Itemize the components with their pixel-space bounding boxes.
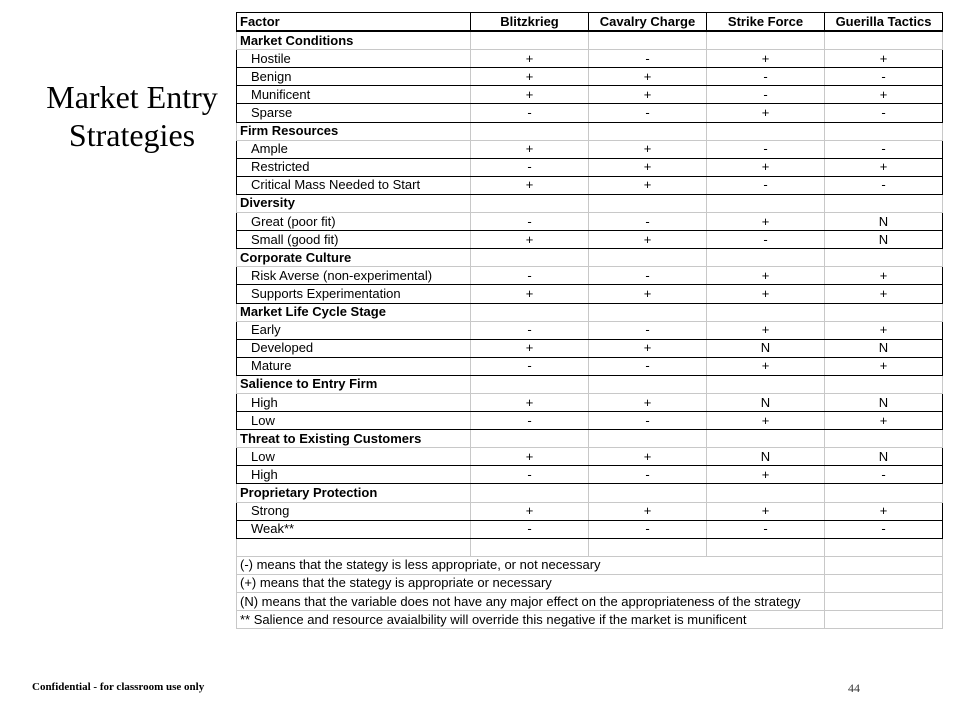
rating-cell: + bbox=[825, 86, 943, 104]
rating-cell: + bbox=[707, 321, 825, 339]
empty-cell bbox=[825, 538, 943, 556]
rating-cell: + bbox=[589, 158, 707, 176]
table-row bbox=[237, 267, 943, 285]
table-row bbox=[237, 140, 943, 158]
rating-cell: + bbox=[825, 321, 943, 339]
factor-label: Restricted bbox=[237, 158, 471, 176]
header-blitzkrieg: Blitzkrieg bbox=[471, 13, 589, 32]
rating-cell: + bbox=[707, 412, 825, 430]
section-row bbox=[237, 31, 943, 50]
rating-cell: - bbox=[589, 104, 707, 122]
rating-cell: - bbox=[471, 520, 589, 538]
factor-label: Munificent bbox=[237, 86, 471, 104]
table-row bbox=[237, 213, 943, 231]
rating-cell: + bbox=[707, 104, 825, 122]
rating-cell: N bbox=[825, 393, 943, 411]
rating-cell: + bbox=[707, 267, 825, 285]
factor-label: Critical Mass Needed to Start bbox=[237, 176, 471, 194]
rating-cell: N bbox=[707, 393, 825, 411]
rating-cell: - bbox=[471, 321, 589, 339]
header-cavalry-charge: Cavalry Charge bbox=[589, 13, 707, 32]
rating-cell: - bbox=[825, 176, 943, 194]
empty-cell bbox=[471, 31, 589, 50]
section-label: Salience to Entry Firm bbox=[237, 375, 471, 393]
rating-cell: + bbox=[707, 285, 825, 303]
empty-cell bbox=[707, 122, 825, 140]
empty-cell bbox=[471, 303, 589, 321]
rating-cell: - bbox=[707, 68, 825, 86]
rating-cell: - bbox=[825, 520, 943, 538]
empty-cell bbox=[589, 122, 707, 140]
empty-cell bbox=[825, 249, 943, 267]
empty-cell bbox=[589, 249, 707, 267]
rating-cell: + bbox=[589, 140, 707, 158]
rating-cell: + bbox=[589, 448, 707, 466]
rating-cell: - bbox=[589, 321, 707, 339]
table-row bbox=[237, 231, 943, 249]
legend-row bbox=[237, 593, 943, 611]
table-row bbox=[237, 357, 943, 375]
slide-title: Market Entry Strategies bbox=[46, 79, 218, 153]
factor-label: Early bbox=[237, 321, 471, 339]
section-label: Market Conditions bbox=[237, 31, 471, 50]
rating-cell: + bbox=[471, 285, 589, 303]
rating-cell: - bbox=[471, 213, 589, 231]
section-label: Proprietary Protection bbox=[237, 484, 471, 502]
empty-cell bbox=[707, 194, 825, 212]
empty-cell bbox=[237, 538, 471, 556]
rating-cell: + bbox=[825, 412, 943, 430]
section-row bbox=[237, 249, 943, 267]
rating-cell: + bbox=[707, 357, 825, 375]
table-row bbox=[237, 104, 943, 122]
rating-cell: + bbox=[707, 158, 825, 176]
rating-cell: - bbox=[707, 520, 825, 538]
section-label: Threat to Existing Customers bbox=[237, 430, 471, 448]
factor-label: Low bbox=[237, 412, 471, 430]
table-row bbox=[237, 412, 943, 430]
factor-label: Developed bbox=[237, 339, 471, 357]
empty-cell bbox=[707, 484, 825, 502]
empty-cell bbox=[471, 249, 589, 267]
rating-cell: + bbox=[707, 213, 825, 231]
empty-cell bbox=[825, 430, 943, 448]
section-row bbox=[237, 122, 943, 140]
legend-note: (+) means that the stategy is appropriate or necessary bbox=[237, 574, 825, 592]
rating-cell: + bbox=[589, 285, 707, 303]
rating-cell: - bbox=[471, 158, 589, 176]
spacer-row bbox=[237, 538, 943, 556]
rating-cell: + bbox=[589, 231, 707, 249]
rating-cell: - bbox=[471, 412, 589, 430]
table-row bbox=[237, 50, 943, 68]
factor-label: Strong bbox=[237, 502, 471, 520]
table-row bbox=[237, 176, 943, 194]
empty-cell bbox=[825, 611, 943, 629]
empty-cell bbox=[707, 31, 825, 50]
rating-cell: - bbox=[707, 140, 825, 158]
empty-cell bbox=[825, 593, 943, 611]
factor-label: Small (good fit) bbox=[237, 231, 471, 249]
rating-cell: + bbox=[471, 50, 589, 68]
table-row bbox=[237, 158, 943, 176]
rating-cell: + bbox=[471, 176, 589, 194]
rating-cell: - bbox=[825, 466, 943, 484]
rating-cell: - bbox=[589, 520, 707, 538]
empty-cell bbox=[589, 484, 707, 502]
table-row bbox=[237, 393, 943, 411]
legend-note: ** Salience and resource avaialbility will override this negative if the market is munificent bbox=[237, 611, 825, 629]
rating-cell: + bbox=[825, 502, 943, 520]
table-row bbox=[237, 502, 943, 520]
empty-cell bbox=[589, 430, 707, 448]
rating-cell: - bbox=[471, 267, 589, 285]
factor-label: High bbox=[237, 393, 471, 411]
factor-label: Supports Experimentation bbox=[237, 285, 471, 303]
section-label: Firm Resources bbox=[237, 122, 471, 140]
rating-cell: - bbox=[825, 104, 943, 122]
empty-cell bbox=[589, 538, 707, 556]
rating-cell: + bbox=[589, 502, 707, 520]
empty-cell bbox=[707, 249, 825, 267]
empty-cell bbox=[589, 375, 707, 393]
header-factor: Factor bbox=[237, 13, 471, 32]
empty-cell bbox=[707, 538, 825, 556]
rating-cell: N bbox=[707, 339, 825, 357]
rating-cell: + bbox=[825, 285, 943, 303]
empty-cell bbox=[589, 194, 707, 212]
factor-label: Risk Averse (non-experimental) bbox=[237, 267, 471, 285]
empty-cell bbox=[825, 122, 943, 140]
rating-cell: + bbox=[471, 339, 589, 357]
rating-cell: - bbox=[589, 466, 707, 484]
table-row bbox=[237, 466, 943, 484]
rating-cell: + bbox=[471, 448, 589, 466]
section-row bbox=[237, 430, 943, 448]
empty-cell bbox=[825, 574, 943, 592]
rating-cell: + bbox=[825, 357, 943, 375]
rating-cell: + bbox=[825, 50, 943, 68]
rating-cell: + bbox=[471, 86, 589, 104]
factor-label: Hostile bbox=[237, 50, 471, 68]
empty-cell bbox=[471, 375, 589, 393]
empty-cell bbox=[471, 122, 589, 140]
table-row bbox=[237, 86, 943, 104]
rating-cell: - bbox=[589, 213, 707, 231]
empty-cell bbox=[825, 556, 943, 574]
confidential-notice: Confidential - for classroom use only bbox=[32, 681, 205, 693]
rating-cell: - bbox=[471, 357, 589, 375]
rating-cell: + bbox=[589, 86, 707, 104]
table-row bbox=[237, 68, 943, 86]
empty-cell bbox=[707, 303, 825, 321]
rating-cell: - bbox=[825, 68, 943, 86]
rating-cell: - bbox=[589, 267, 707, 285]
rating-cell: N bbox=[707, 448, 825, 466]
header-strike-force: Strike Force bbox=[707, 13, 825, 32]
rating-cell: + bbox=[471, 231, 589, 249]
empty-cell bbox=[589, 31, 707, 50]
rating-cell: - bbox=[589, 412, 707, 430]
factor-label: Low bbox=[237, 448, 471, 466]
table-row bbox=[237, 520, 943, 538]
rating-cell: + bbox=[707, 466, 825, 484]
section-row bbox=[237, 194, 943, 212]
rating-cell: + bbox=[471, 393, 589, 411]
empty-cell bbox=[825, 303, 943, 321]
rating-cell: N bbox=[825, 231, 943, 249]
rating-cell: + bbox=[825, 267, 943, 285]
header-row bbox=[237, 13, 943, 32]
table-row bbox=[237, 285, 943, 303]
legend-row bbox=[237, 574, 943, 592]
rating-cell: N bbox=[825, 339, 943, 357]
factor-label: Benign bbox=[237, 68, 471, 86]
rating-cell: - bbox=[589, 50, 707, 68]
empty-cell bbox=[707, 375, 825, 393]
rating-cell: + bbox=[471, 140, 589, 158]
empty-cell bbox=[707, 430, 825, 448]
rating-cell: - bbox=[825, 140, 943, 158]
rating-cell: + bbox=[471, 502, 589, 520]
legend-note: (N) means that the variable does not have any major effect on the appropriateness of the strategy bbox=[237, 593, 825, 611]
rating-cell: - bbox=[707, 86, 825, 104]
table-row bbox=[237, 339, 943, 357]
rating-cell: + bbox=[589, 68, 707, 86]
empty-cell bbox=[471, 538, 589, 556]
rating-cell: + bbox=[707, 50, 825, 68]
table-row bbox=[237, 448, 943, 466]
rating-cell: + bbox=[707, 502, 825, 520]
section-row bbox=[237, 484, 943, 502]
page-number: 44 bbox=[848, 681, 860, 695]
header-guerilla-tactics: Guerilla Tactics bbox=[825, 13, 943, 32]
rating-cell: + bbox=[589, 339, 707, 357]
factor-label: Weak** bbox=[237, 520, 471, 538]
factor-label: Sparse bbox=[237, 104, 471, 122]
rating-cell: - bbox=[471, 104, 589, 122]
empty-cell bbox=[471, 484, 589, 502]
section-row bbox=[237, 303, 943, 321]
section-label: Diversity bbox=[237, 194, 471, 212]
empty-cell bbox=[825, 375, 943, 393]
factor-label: High bbox=[237, 466, 471, 484]
table-row bbox=[237, 321, 943, 339]
empty-cell bbox=[471, 194, 589, 212]
section-row bbox=[237, 375, 943, 393]
section-label: Corporate Culture bbox=[237, 249, 471, 267]
rating-cell: + bbox=[825, 158, 943, 176]
factor-label: Mature bbox=[237, 357, 471, 375]
rating-cell: - bbox=[589, 357, 707, 375]
rating-cell: - bbox=[707, 176, 825, 194]
factor-label: Great (poor fit) bbox=[237, 213, 471, 231]
factor-label: Ample bbox=[237, 140, 471, 158]
rating-cell: - bbox=[707, 231, 825, 249]
rating-cell: + bbox=[471, 68, 589, 86]
rating-cell: + bbox=[589, 176, 707, 194]
empty-cell bbox=[825, 484, 943, 502]
strategy-table bbox=[236, 12, 943, 629]
legend-row bbox=[237, 611, 943, 629]
rating-cell: N bbox=[825, 213, 943, 231]
empty-cell bbox=[589, 303, 707, 321]
rating-cell: N bbox=[825, 448, 943, 466]
rating-cell: - bbox=[471, 466, 589, 484]
empty-cell bbox=[825, 31, 943, 50]
legend-row bbox=[237, 556, 943, 574]
legend-note: (-) means that the stategy is less appropriate, or not necessary bbox=[237, 556, 825, 574]
empty-cell bbox=[825, 194, 943, 212]
empty-cell bbox=[471, 430, 589, 448]
strategy-table-body bbox=[237, 13, 943, 629]
section-label: Market Life Cycle Stage bbox=[237, 303, 471, 321]
rating-cell: + bbox=[589, 393, 707, 411]
